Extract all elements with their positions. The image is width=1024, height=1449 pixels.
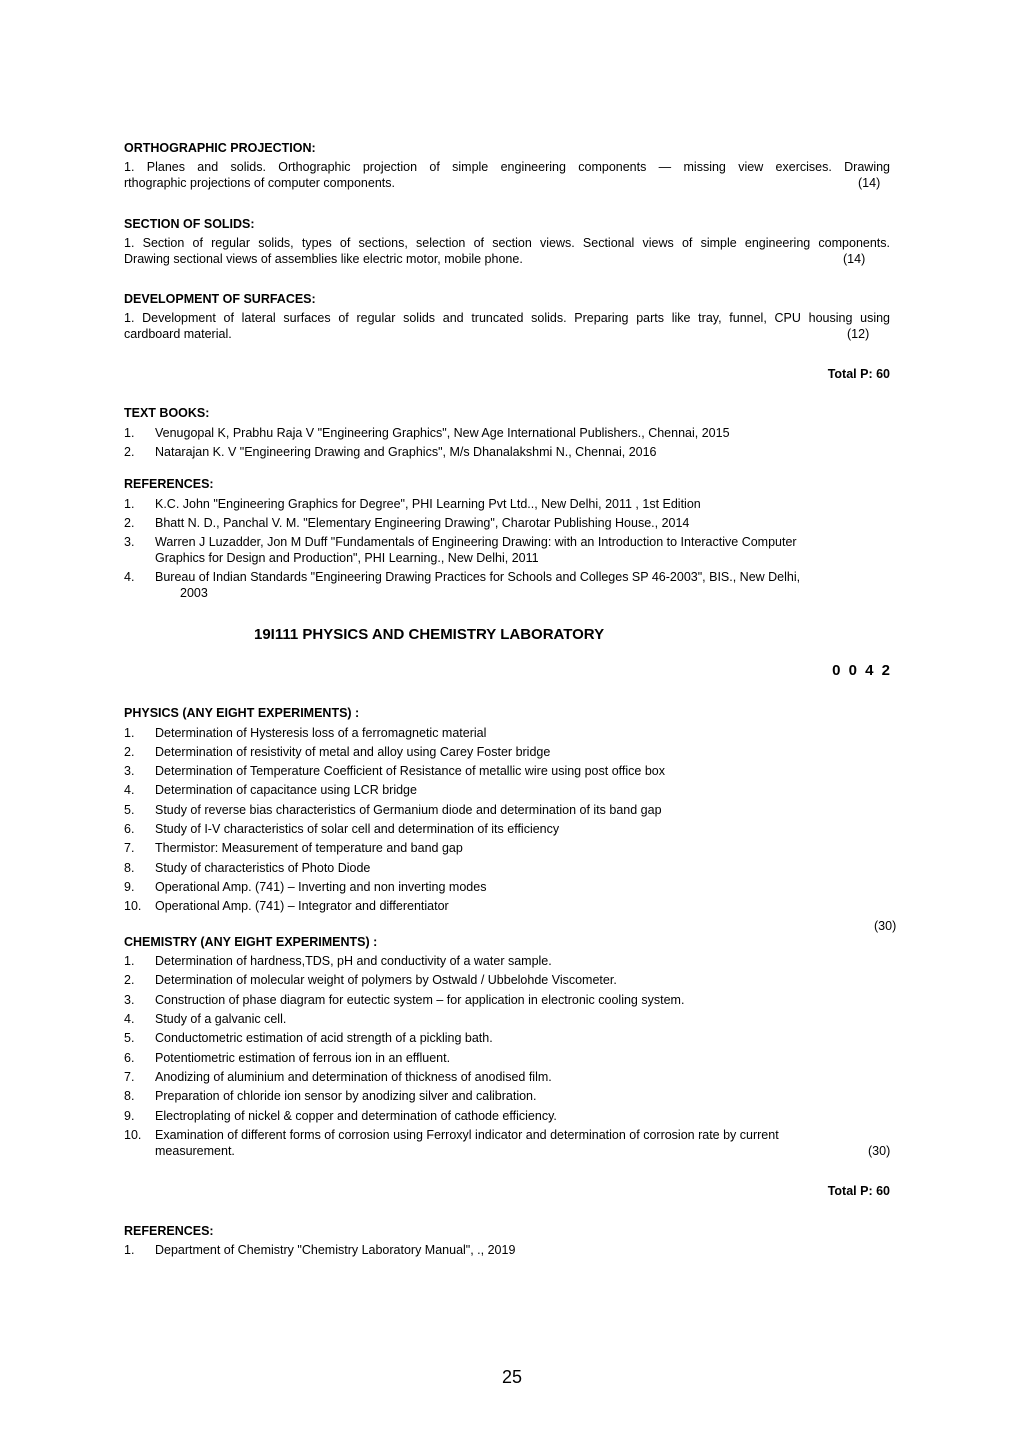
- item-number: 8.: [124, 861, 135, 875]
- references-heading-2: REFERENCES:: [124, 1224, 214, 1238]
- item-text: Study of I-V characteristics of solar cell and determination of its efficiency: [155, 822, 560, 836]
- item-number: 4.: [124, 1012, 135, 1026]
- ortho-line-1: 1. Planes and solids. Orthographic projection of simple engineering components — missing view exercises. Drawing: [124, 160, 890, 174]
- item-number: 3.: [124, 535, 135, 549]
- physics-marks: (30): [874, 919, 897, 933]
- item-number: 8.: [124, 1089, 135, 1103]
- item-text: Thermistor: Measurement of temperature and band gap: [155, 841, 463, 855]
- item-text-line-1: Examination of different forms of corrosion using Ferroxyl indicator and determination of corrosion rate by current: [155, 1128, 779, 1142]
- course-title: 19I111 PHYSICS AND CHEMISTRY LABORATORY: [254, 626, 605, 643]
- item-text: Determination of Hysteresis loss of a ferromagnetic material: [155, 726, 487, 740]
- ortho-marks: (14): [858, 176, 881, 190]
- section-heading: SECTION OF SOLIDS:: [124, 217, 255, 231]
- chemistry-heading: CHEMISTRY (ANY EIGHT EXPERIMENTS) :: [124, 935, 378, 949]
- item-text: Operational Amp. (741) – Inverting and non inverting modes: [155, 880, 487, 894]
- item-number: 7.: [124, 1070, 135, 1084]
- development-paragraph: [124, 310, 890, 342]
- development-line-2: cardboard material.: [124, 327, 232, 341]
- development-line-1: 1. Development of lateral surfaces of regular solids and truncated solids. Preparing parts like tray, funnel, CPU housing using: [124, 311, 890, 325]
- item-text: Natarajan K. V "Engineering Drawing and Graphics", M/s Dhanalakshmi N., Chennai, 2016: [155, 445, 657, 459]
- item-text: Potentiometric estimation of ferrous ion in an effluent.: [155, 1051, 451, 1065]
- item-text: Study of characteristics of Photo Diode: [155, 861, 371, 875]
- item-number: 10.: [124, 899, 142, 913]
- ortho-line-2: rthographic projections of computer components.: [124, 176, 395, 190]
- item-number: 1.: [124, 1243, 135, 1257]
- item-number: 4.: [124, 783, 135, 797]
- physics-heading: PHYSICS (ANY EIGHT EXPERIMENTS) :: [124, 706, 360, 720]
- item-text: Determination of molecular weight of polymers by Ostwald / Ubbelohde Viscometer.: [155, 973, 617, 987]
- item-number: 1.: [124, 726, 135, 740]
- development-marks: (12): [847, 327, 870, 341]
- item-number: 5.: [124, 1031, 135, 1045]
- course-credits: 0 0 4 2: [832, 662, 892, 679]
- section-line-2: Drawing sectional views of assemblies like electric motor, mobile phone.: [124, 252, 523, 266]
- item-number: 6.: [124, 1051, 135, 1065]
- item-number: 9.: [124, 1109, 135, 1123]
- item-text: Venugopal K, Prabhu Raja V "Engineering Graphics", New Age International Publishers., Chennai, 2015: [155, 426, 730, 440]
- chemistry-marks: (30): [868, 1144, 891, 1158]
- item-text: Study of a galvanic cell.: [155, 1012, 287, 1026]
- textbooks-heading: TEXT BOOKS:: [124, 406, 210, 420]
- item-number: 1.: [124, 497, 135, 511]
- item-text: K.C. John "Engineering Graphics for Degree", PHI Learning Pvt Ltd.., New Delhi, 2011 , 1st Edition: [155, 497, 701, 511]
- item-number: 7.: [124, 841, 135, 855]
- item-number: 5.: [124, 803, 135, 817]
- item-number: 1.: [124, 954, 135, 968]
- item-text: Department of Chemistry "Chemistry Laboratory Manual", ., 2019: [155, 1243, 516, 1257]
- development-heading: DEVELOPMENT OF SURFACES:: [124, 292, 316, 306]
- item-number: 9.: [124, 880, 135, 894]
- page-number: 25: [501, 1367, 523, 1387]
- item-text: Preparation of chloride ion sensor by anodizing silver and calibration.: [155, 1089, 537, 1103]
- total-periods-2: Total P: 60: [827, 1184, 890, 1198]
- section-line-1: 1. Section of regular solids, types of sections, selection of section views. Sectional views of simple engineering components.: [124, 236, 890, 250]
- item-text: Operational Amp. (741) – Integrator and differentiator: [155, 899, 449, 913]
- item-text: Bhatt N. D., Panchal V. M. "Elementary Engineering Drawing", Charotar Publishing House., 2014: [155, 516, 690, 530]
- item-text-line-2: measurement.: [155, 1144, 235, 1158]
- item-number: 4.: [124, 570, 135, 584]
- item-text: Determination of Temperature Coefficient of Resistance of metallic wire using post office box: [155, 764, 665, 778]
- item-text: Anodizing of aluminium and determination of thickness of anodised film.: [155, 1070, 552, 1084]
- item-text: Determination of hardness,TDS, pH and conductivity of a water sample.: [155, 954, 552, 968]
- item-number: 2.: [124, 973, 135, 987]
- item-number: 3.: [124, 993, 135, 1007]
- item-text-line-2: 2003: [180, 586, 208, 600]
- item-text: Conductometric estimation of acid strength of a pickling bath.: [155, 1031, 493, 1045]
- item-number: 10.: [124, 1128, 142, 1142]
- item-text-line-1: Warren J Luzadder, Jon M Duff "Fundamentals of Engineering Drawing: with an Introduction to Interactive Computer: [155, 535, 797, 549]
- item-number: 6.: [124, 822, 135, 836]
- item-number: 2.: [124, 516, 135, 530]
- section-marks: (14): [843, 252, 866, 266]
- item-text: Construction of phase diagram for eutectic system – for application in electronic cooling system.: [155, 993, 685, 1007]
- item-text: Study of reverse bias characteristics of Germanium diode and determination of its band gap: [155, 803, 662, 817]
- total-periods-1: Total P: 60: [827, 367, 890, 381]
- references-heading: REFERENCES:: [124, 477, 214, 491]
- section-paragraph: [124, 235, 890, 267]
- item-text-line-2: Graphics for Design and Production", PHI Learning., New Delhi, 2011: [155, 551, 539, 565]
- item-text-line-1: Bureau of Indian Standards "Engineering Drawing Practices for Schools and Colleges SP 46-2003", BIS., New Delhi,: [155, 570, 801, 584]
- item-text: Determination of capacitance using LCR bridge: [155, 783, 417, 797]
- item-number: 2.: [124, 445, 135, 459]
- item-text: Determination of resistivity of metal and alloy using Carey Foster bridge: [155, 745, 551, 759]
- ortho-paragraph: [124, 159, 890, 191]
- item-number: 2.: [124, 745, 135, 759]
- item-number: 1.: [124, 426, 135, 440]
- ortho-heading: ORTHOGRAPHIC PROJECTION:: [124, 141, 316, 155]
- item-number: 3.: [124, 764, 135, 778]
- item-text: Electroplating of nickel & copper and determination of cathode efficiency.: [155, 1109, 557, 1123]
